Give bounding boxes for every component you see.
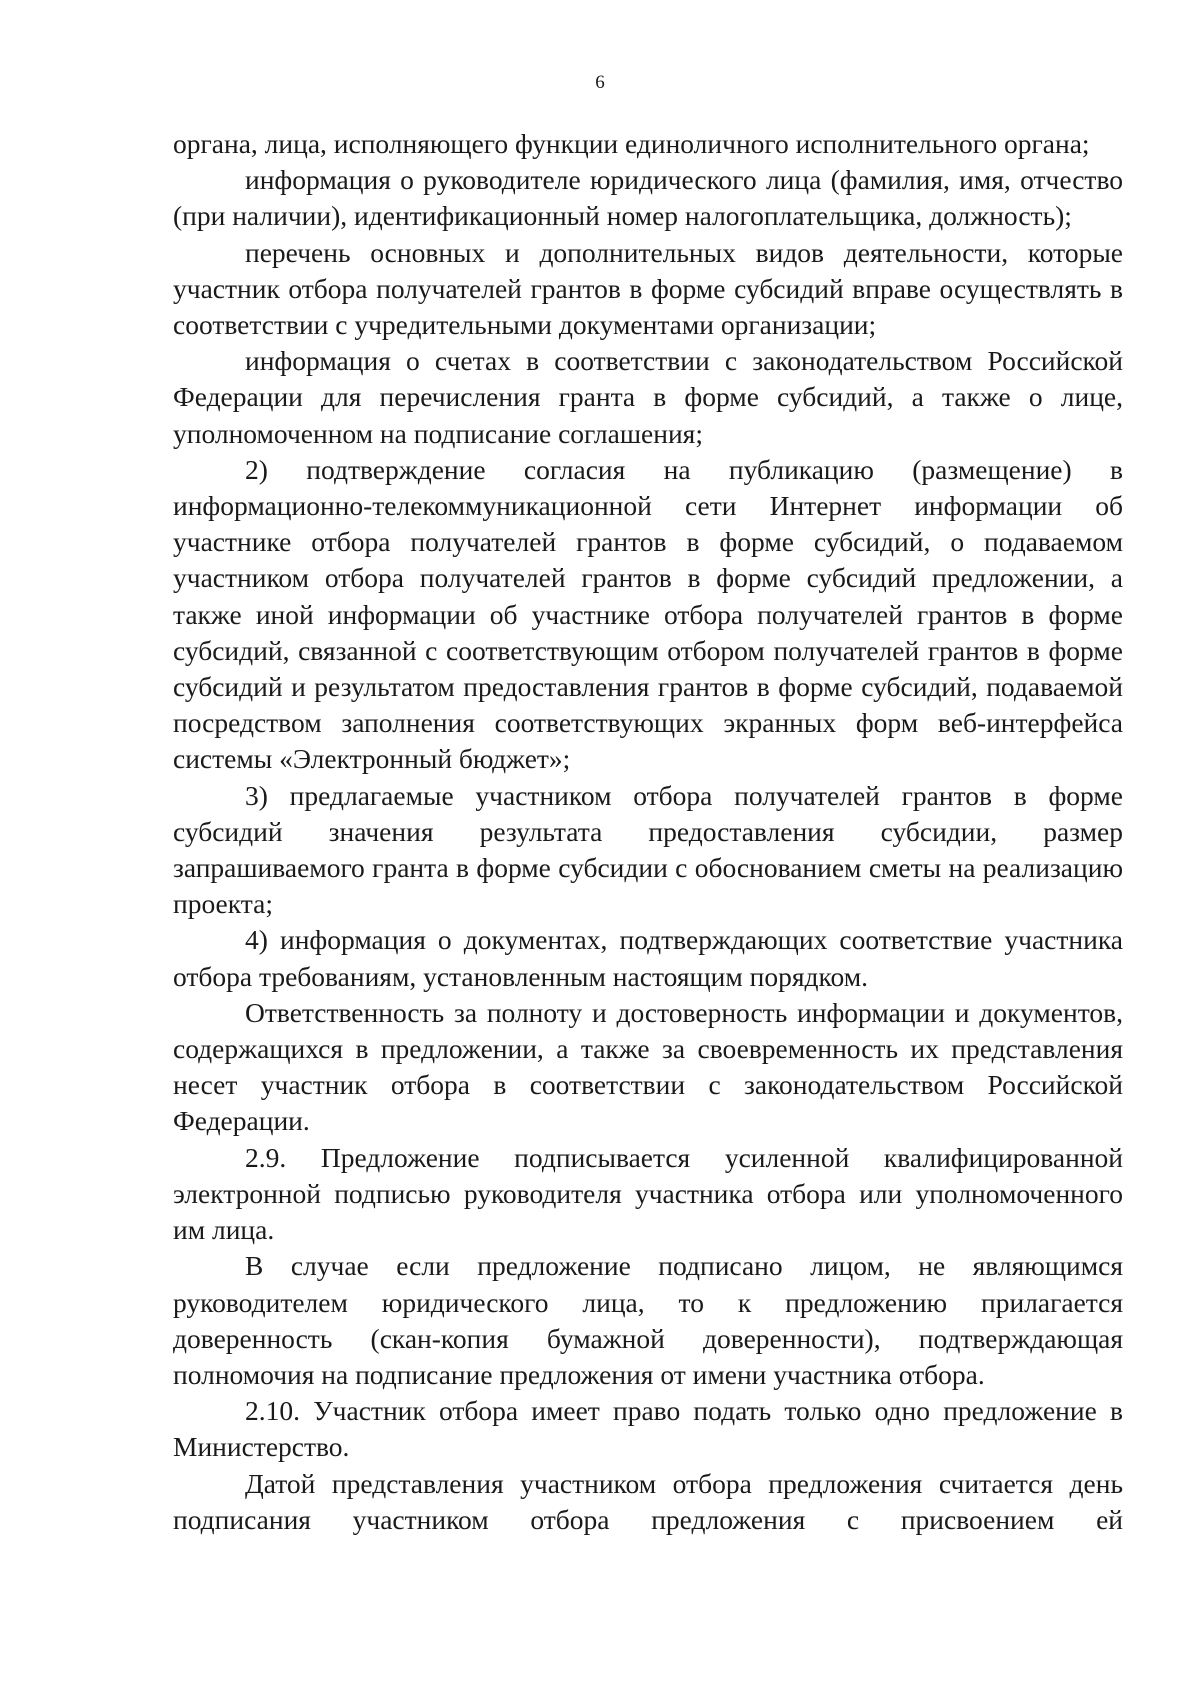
paragraph-continuation: органа, лица, исполняющего функции единоличного исполнительного органа; (173, 128, 1090, 159)
paragraph-item-4: 4) информация о документах, подтверждающих соответствие участника отбора требованиям, установленным настоящим порядком. (173, 924, 1123, 992)
paragraph-item-2: 2) подтверждение согласия на публикацию (размещение) в информационно-телекоммуникационной сети Интернет информации об участнике отбора получателей грантов в форме субсидий, о подаваемом участником отбора получателей грантов в форме субсидий предложении, а также иной информации об участнике отбора получателей грантов в форме субсидий, связанной с соответствующим отбором получателей грантов в форме субсидий и результатом предоставления грантов в форме субсидий, подаваемой посредством заполнения соответствующих экранных форм веб-интерфейса системы «Электронный бюджет»; (173, 453, 1123, 775)
paragraph-power-of-attorney: В случае если предложение подписано лицом, не являющимся руководителем юридического лица, то к предложению прилагается доверенность (скан-копия бумажной доверенности), подтверждающая полномочия на подписание предложения от имени участника отбора. (173, 1250, 1123, 1390)
document-body (173, 126, 1123, 1538)
paragraph-responsibility: Ответственность за полноту и достоверность информации и документов, содержащихся в предложении, а также за своевременность их представления несет участник отбора в соответствии с законодательством Российской Федерации. (173, 996, 1123, 1137)
paragraph-director-info: информация о руководителе юридического лица (фамилия, имя, отчество (при наличии), идентификационный номер налогоплательщика, должность); (173, 164, 1123, 232)
paragraph-item-3: 3) предлагаемые участником отбора получателей грантов в форме субсидий значения результата предоставления субсидии, размер запрашиваемого гранта в форме субсидии с обоснованием сметы на реализацию проекта; (173, 779, 1123, 920)
paragraph-2-10: 2.10. Участник отбора имеет право подать только одно предложение в Министерство. (173, 1395, 1123, 1463)
paragraph-accounts-info: информация о счетах в соответствии с законодательством Российской Федерации для перечисления гранта в форме субсидий, а также о лице, уполномоченном на подписание соглашения; (173, 345, 1123, 449)
page-number: 6 (595, 72, 605, 93)
paragraph-activities-list: перечень основных и дополнительных видов деятельности, которые участник отбора получателей грантов в форме субсидий вправе осуществлять в соответствии с учредительными документами организации; (173, 236, 1123, 341)
paragraph-2-9: 2.9. Предложение подписывается усиленной квалифицированной электронной подписью руководителя участника отбора или уполномоченного им лица. (173, 1141, 1123, 1246)
paragraph-submission-date: Датой представления участником отбора предложения считается день подписания участником отбора предложения с присвоением ей (173, 1467, 1123, 1535)
